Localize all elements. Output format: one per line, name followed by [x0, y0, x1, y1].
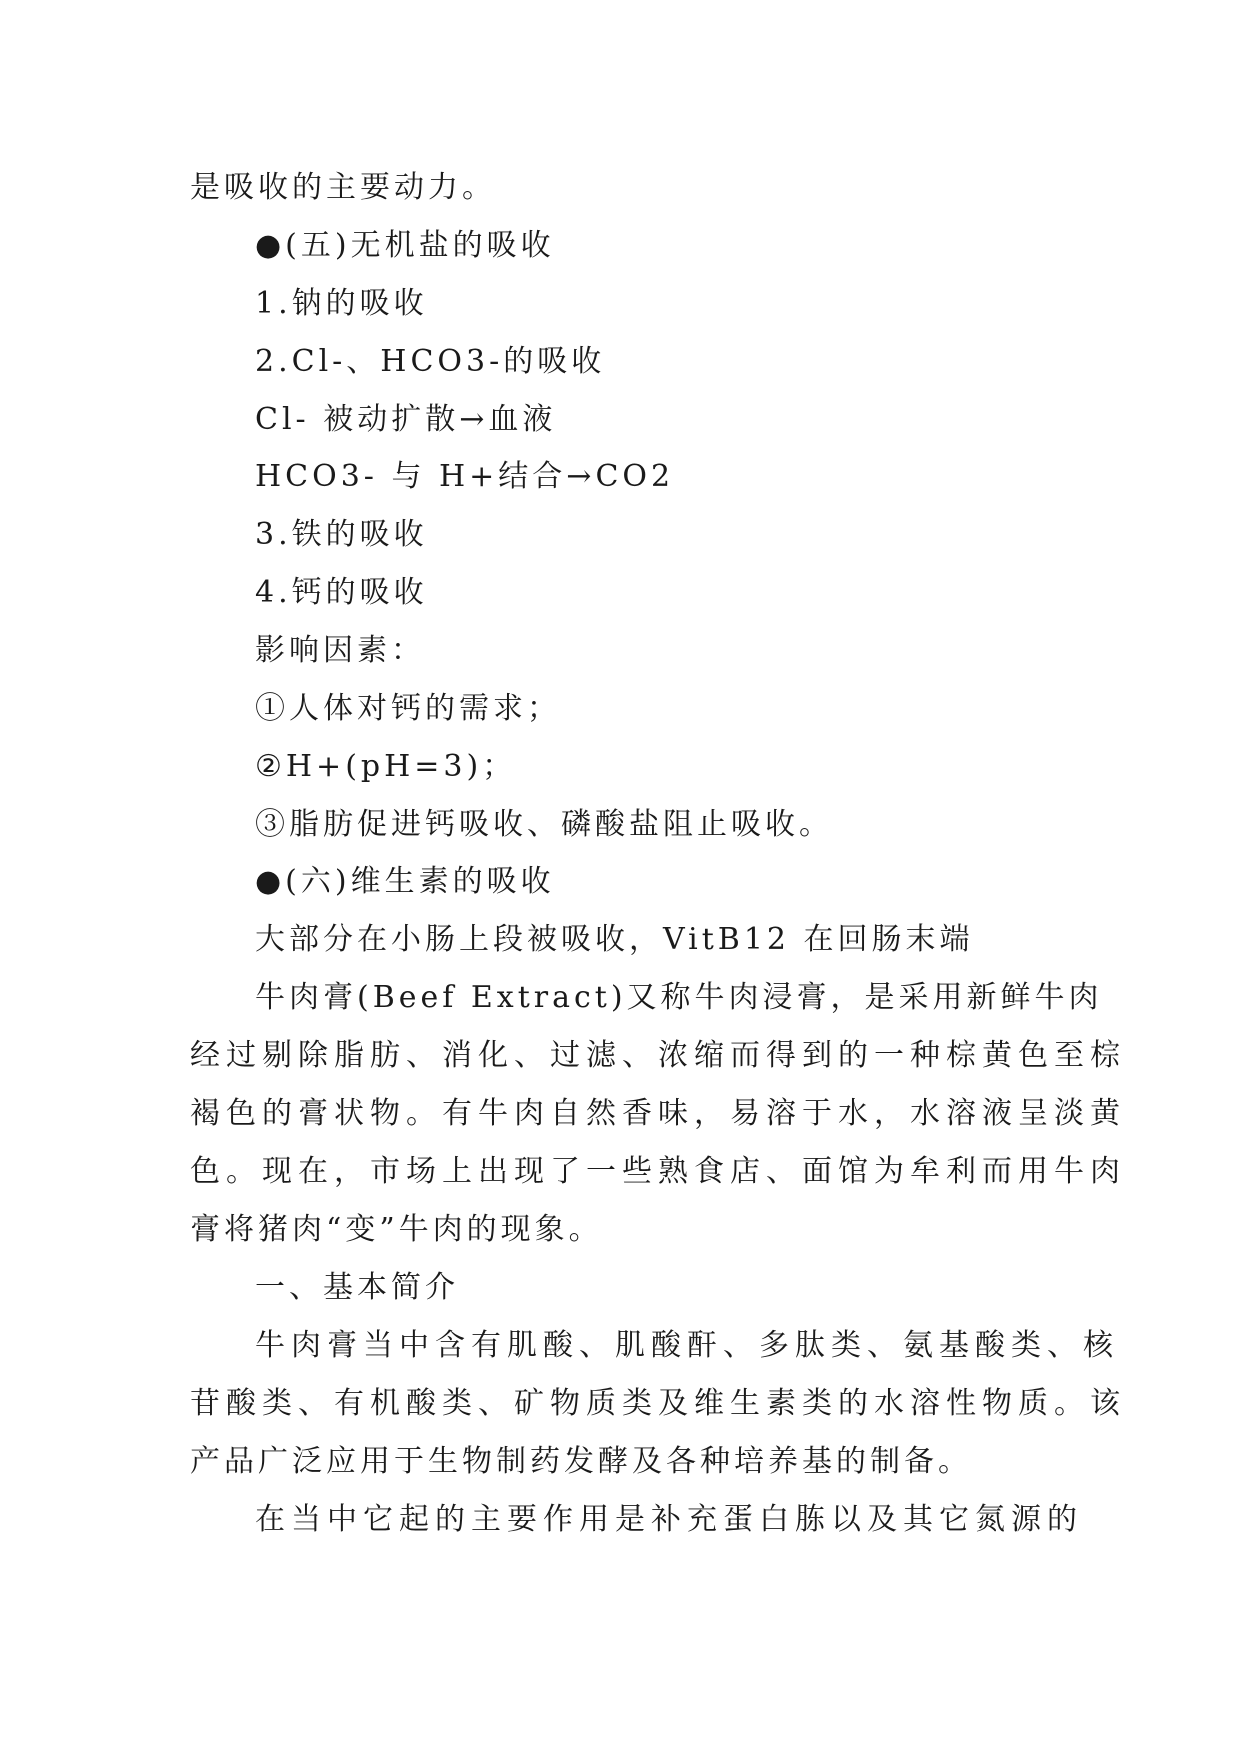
- text-line: ③脂肪促进钙吸收、磷酸盐阻止吸收。: [255, 807, 833, 842]
- paragraph-line: 色。现在，市场上出现了一些熟食店、面馆为牟利而用牛肉: [190, 1154, 1126, 1189]
- text-line: ①人体对钙的需求；: [255, 691, 561, 726]
- paragraph-line: 经过剔除脂肪、消化、过滤、浓缩而得到的一种棕黄色至棕: [190, 1038, 1126, 1073]
- section-heading: ●(六)维生素的吸收: [255, 864, 555, 899]
- paragraph-line: 在当中它起的主要作用是补充蛋白胨以及其它氮源的: [255, 1502, 1083, 1537]
- text-line: 4.钙的吸收: [255, 575, 428, 610]
- paragraph-line: 产品广泛应用于生物制药发酵及各种培养基的制备。: [190, 1444, 972, 1479]
- text-line: 1.钠的吸收: [255, 286, 428, 321]
- text-line: ②H+(pH=3)；: [255, 749, 517, 784]
- section-heading: 一、基本简介: [255, 1270, 459, 1305]
- section-heading: ●(五)无机盐的吸收: [255, 228, 555, 263]
- text-line: 影响因素：: [255, 633, 425, 668]
- paragraph-line: 苷酸类、有机酸类、矿物质类及维生素类的水溶性物质。该: [190, 1386, 1126, 1421]
- text-line: 2.Cl-、HCO3-的吸收: [255, 344, 606, 379]
- paragraph-line: 牛肉膏(Beef Extract)又称牛肉浸膏，是采用新鲜牛肉: [255, 980, 1103, 1015]
- text-line: 大部分在小肠上段被吸收，VitB12 在回肠末端: [255, 922, 974, 957]
- text-line: 3.铁的吸收: [255, 517, 428, 552]
- text-line: HCO3- 与 H+结合→CO2: [255, 459, 675, 494]
- paragraph-line: 褐色的膏状物。有牛肉自然香味，易溶于水，水溶液呈淡黄: [190, 1096, 1126, 1131]
- text-line: Cl- 被动扩散→血液: [255, 402, 557, 437]
- paragraph-line: 膏将猪肉“变”牛肉的现象。: [190, 1212, 603, 1247]
- paragraph-line: 牛肉膏当中含有肌酸、肌酸酐、多肽类、氨基酸类、核: [255, 1328, 1119, 1363]
- text-line: 是吸收的主要动力。: [190, 170, 496, 205]
